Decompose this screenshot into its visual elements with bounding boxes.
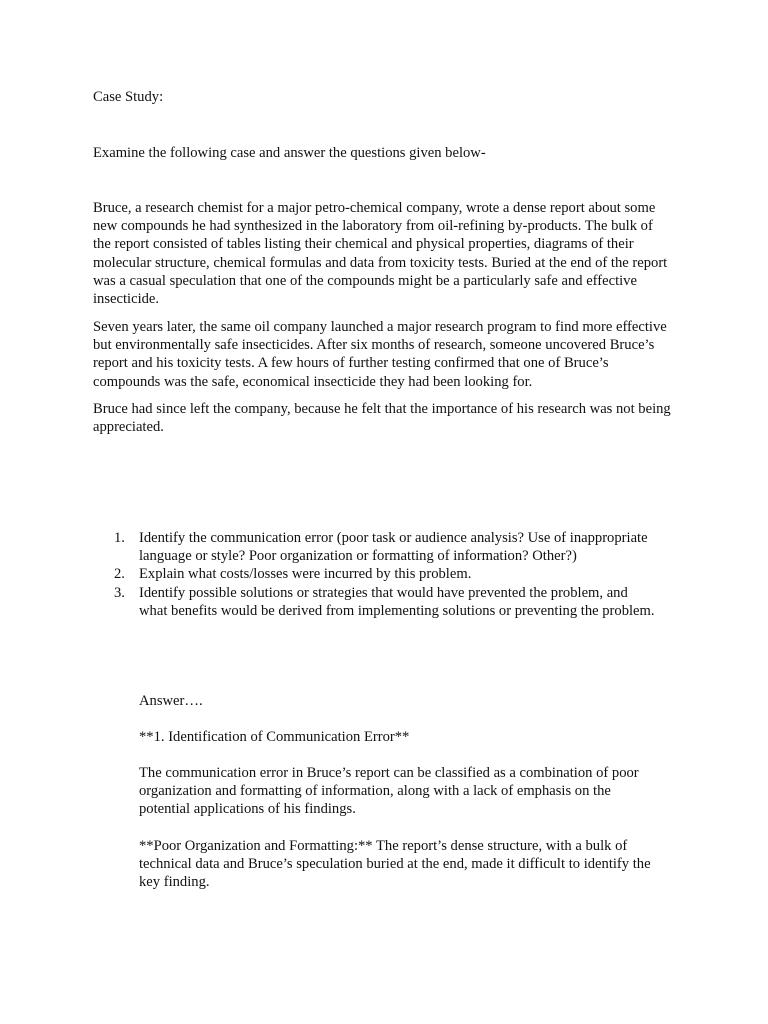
- question-item-2: [114, 565, 659, 583]
- section-heading: **1. Identification of Communication Error**: [139, 729, 410, 745]
- case-paragraph-3: Bruce had since left the company, because he felt that the importance of his research was not being appreciated.: [93, 401, 671, 436]
- question-number: 1.: [114, 530, 125, 546]
- case-instructions: Examine the following case and answer the questions given below-: [93, 145, 486, 161]
- question-text: Explain what costs/losses were incurred by this problem.: [139, 566, 472, 583]
- case-paragraph-1: Bruce, a research chemist for a major petro-chemical company, wrote a dense report about some new compounds he had synthesized in the laboratory from oil-refining by-products. The bulk of the report consisted of tables listing their chemical and physical properties, diagrams of their molecular structure, chemical formulas and data from toxicity tests. Buried at the end of the report was a casual speculation that one of the compounds might be a particularly safe and effective insecticide.: [93, 200, 668, 308]
- answer-paragraph-formatting: **Poor Organization and Formatting:** The report’s dense structure, with a bulk of technical data and Bruce’s speculation buried at the end, made it difficult to identify the key finding.: [139, 838, 651, 891]
- question-number: 2.: [114, 566, 125, 583]
- answer-paragraph-error: The communication error in Bruce’s report can be classified as a combination of poor organization and formatting of information, along with a lack of emphasis on the potential applications of his findings.: [139, 765, 639, 818]
- question-item-1: [114, 529, 659, 565]
- questions-list: [114, 529, 659, 620]
- question-item-3: [114, 584, 659, 620]
- case-paragraph-2: Seven years later, the same oil company launched a major research program to find more effective but environmentally safe insecticides. After six months of research, someone uncovered Bruce’s report and his toxicity tests. A few hours of further testing confirmed that one of Bruce’s compounds was the safe, economical insecticide they had been looking for.: [93, 319, 667, 390]
- question-number: 3.: [114, 584, 125, 601]
- case-study-title: Case Study:: [93, 89, 164, 105]
- question-text: Identify possible solutions or strategies that would have prevented the problem, and what benefits would be derived from implementing solutions or preventing the problem.: [139, 584, 655, 619]
- answer-label: Answer….: [139, 693, 203, 709]
- question-text: Identify the communication error (poor task or audience analysis? Use of inappropriate language or style? Poor organization or formatting of information? Other?): [139, 530, 648, 565]
